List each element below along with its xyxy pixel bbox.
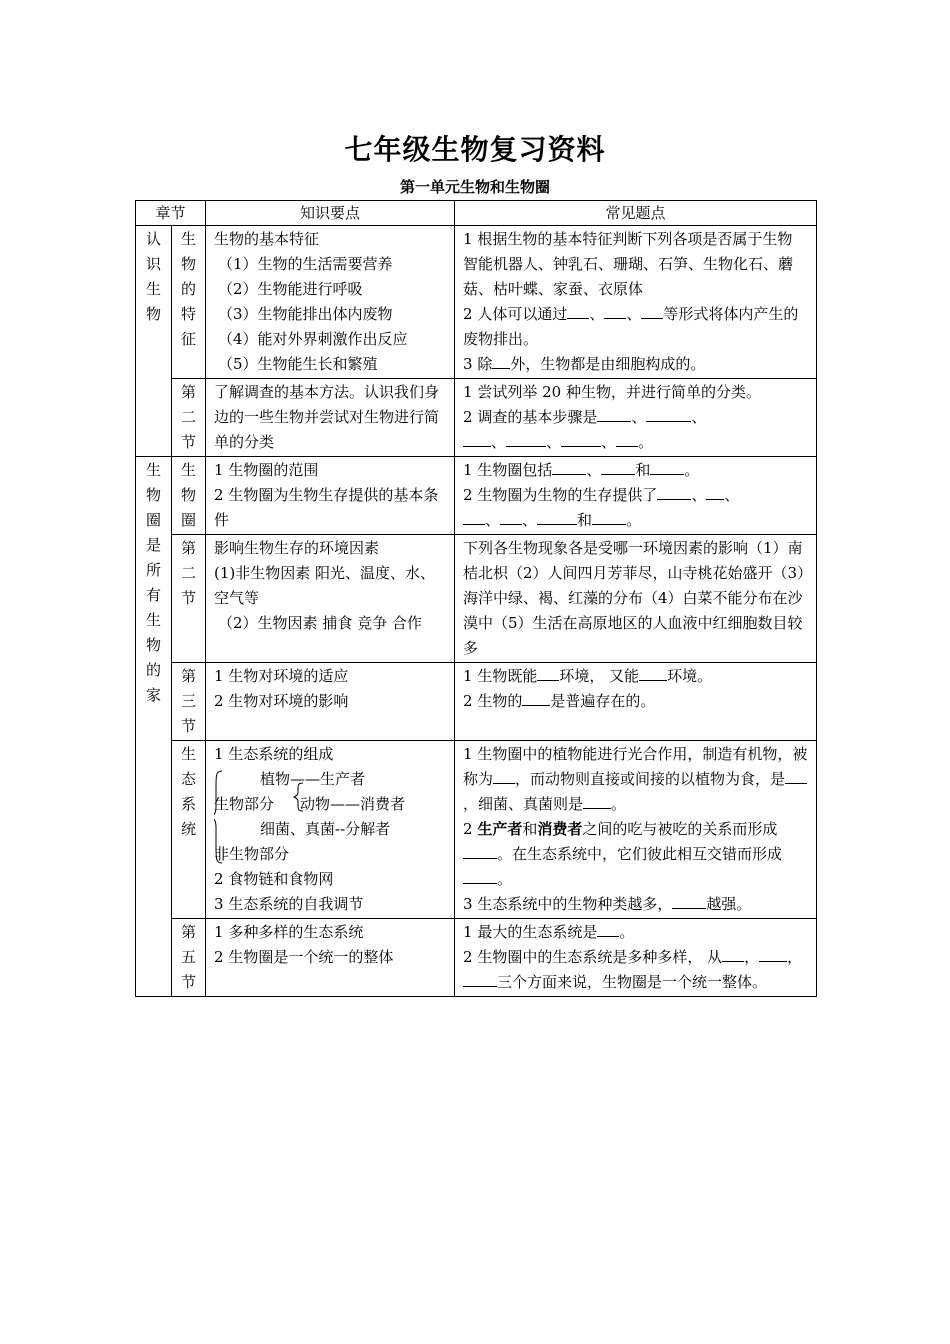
table-row — [136, 919, 817, 997]
section-char: 生 — [181, 230, 197, 248]
knowledge-line: 生物的基本特征 — [214, 230, 320, 248]
knowledge-line: 2 生物圈是一个统一的整体 — [214, 948, 394, 966]
answer-blank[interactable] — [583, 792, 611, 809]
section-cell — [172, 663, 206, 741]
chapter-char: 的 — [145, 661, 161, 679]
section-char: 二 — [181, 564, 197, 582]
answer-blank[interactable] — [706, 483, 724, 500]
question-text: 1 生物圈包括 、 和 。 — [463, 458, 808, 483]
answer-blank[interactable] — [639, 664, 667, 681]
section-char: 圈 — [181, 511, 197, 529]
answer-blank[interactable] — [722, 945, 744, 962]
knowledge-cell — [206, 535, 455, 663]
ecosystem-diagram — [214, 767, 446, 867]
section-cell — [172, 379, 206, 457]
knowledge-line: （2）生物能进行呼吸 — [218, 280, 363, 298]
knowledge-cell: 了解调查的基本方法。认识我们身边的一些生物并尝试对生物进行简单的分类 — [206, 379, 455, 457]
table-row — [136, 226, 817, 379]
answer-blank[interactable] — [492, 352, 510, 369]
answer-blank[interactable] — [597, 920, 619, 937]
question-text: 1 尝试列举 20 种生物，并进行简单的分类。 — [463, 383, 761, 401]
knowledge-line: 1 生物对环境的适应 — [214, 667, 349, 685]
ecosystem-producer: 植物——生产者 — [260, 770, 366, 788]
answer-blank[interactable] — [567, 302, 589, 319]
chapter-char: 有 — [145, 586, 161, 604]
answer-blank[interactable] — [493, 767, 515, 784]
question-cell: 下列各生物现象各是受哪一环境因素的影响（1）南桔北枳（2）人间四月芳菲尽，山寺桃花始盛开（3）海洋中绿、褐、红藻的分布（4）白菜不能分布在沙漠中（5）生活在高原地区的人血液中红细胞数目较多 — [455, 535, 817, 663]
answer-blank[interactable] — [552, 458, 586, 475]
section-cell — [172, 741, 206, 919]
answer-blank[interactable] — [597, 405, 631, 422]
section-char: 物 — [181, 255, 197, 273]
answer-blank[interactable] — [616, 430, 638, 447]
section-cell — [172, 535, 206, 663]
answer-blank[interactable] — [592, 508, 626, 525]
knowledge-cell — [206, 919, 455, 997]
chapter-char: 圈 — [145, 511, 161, 529]
section-char: 的 — [181, 280, 197, 298]
section-char: 第 — [181, 539, 197, 557]
question-text: 2 调查的基本步骤是 、 、 — [463, 405, 808, 430]
knowledge-cell — [206, 663, 455, 741]
chapter-char: 家 — [145, 686, 161, 704]
section-char: 节 — [181, 717, 197, 735]
knowledge-line: （4）能对外界刺激作出反应 — [218, 330, 408, 348]
answer-blank[interactable] — [463, 867, 497, 884]
page-title: 七年级生物复习资料 — [344, 133, 606, 166]
section-char: 节 — [181, 589, 197, 607]
chapter-1-cell — [136, 226, 172, 457]
knowledge-line: 1 生物圈的范围 — [214, 461, 319, 479]
answer-blank[interactable] — [604, 302, 626, 319]
knowledge-line: 影响生物生存的环境因素 — [214, 539, 380, 557]
answer-blank[interactable] — [463, 842, 497, 859]
question-cell — [455, 457, 817, 535]
knowledge-line: （1）生物的生活需要营养 — [218, 255, 393, 273]
answer-blank[interactable] — [672, 892, 706, 909]
section-char: 第 — [181, 667, 197, 685]
knowledge-line: 2 生物对环境的影响 — [214, 692, 349, 710]
section-char: 第 — [181, 923, 197, 941]
table-row — [136, 741, 817, 919]
chapter-char: 物 — [145, 305, 161, 323]
knowledge-line: 2 生物圈为生物生存提供的基本条件 — [214, 486, 439, 529]
section-cell — [172, 919, 206, 997]
question-text: 1 最大的生态系统是 。 — [463, 920, 808, 945]
answer-blank[interactable] — [601, 458, 635, 475]
answer-blank[interactable] — [522, 689, 550, 706]
knowledge-line: （3）生物能排出体内废物 — [218, 305, 393, 323]
ecosystem-biotic: 生物部分 — [214, 795, 275, 813]
knowledge-line: （5）生物能生长和繁殖 — [218, 355, 378, 373]
question-cell — [455, 663, 817, 741]
section-cell — [172, 457, 206, 535]
section-cell — [172, 226, 206, 379]
header-questions: 常见题点 — [455, 201, 817, 226]
question-text: 3 生态系统中的生物种类越多， 越强。 — [463, 892, 808, 917]
ecosystem-consumer: 动物——消费者 — [300, 795, 406, 813]
knowledge-line: 2 食物链和食物网 — [214, 870, 334, 888]
answer-blank[interactable] — [463, 508, 485, 525]
section-char: 物 — [181, 486, 197, 504]
answer-blank[interactable] — [463, 430, 491, 447]
question-text: 3 除 外，生物都是由细胞构成的。 — [463, 352, 808, 377]
answer-blank[interactable] — [463, 970, 497, 987]
answer-blank[interactable] — [646, 405, 691, 422]
section-char: 生 — [181, 461, 197, 479]
chapter-char: 物 — [145, 486, 161, 504]
header-chapter: 章节 — [136, 201, 206, 226]
section-char: 态 — [181, 770, 197, 788]
chapter-char: 生 — [145, 280, 161, 298]
question-cell — [455, 919, 817, 997]
ecosystem-abiotic: 非生物部分 — [214, 845, 290, 863]
chapter-char: 识 — [145, 255, 161, 273]
question-text: 2 生产者和消费者之间的吃与被吃的关系而形成。在生态系统中，它们彼此相互交错而形成。 — [463, 820, 783, 888]
answer-blank[interactable] — [759, 945, 787, 962]
chapter-char: 物 — [145, 636, 161, 654]
knowledge-cell — [206, 226, 455, 379]
section-char: 三 — [181, 692, 197, 710]
chapter-char: 是 — [145, 536, 161, 554]
question-text: 1 生物圈中的植物能进行光合作用，制造有机物，被称为 ，而动物则直接或间接的以植物为食，是，细菌、真菌则是 。 — [463, 745, 808, 813]
answer-blank[interactable] — [500, 508, 522, 525]
question-text: 1 根据生物的基本特征判断下列各项是否属于生物 智能机器人、钟乳石、珊瑚、石笋、生物化石、蘑菇、枯叶蝶、家蚕、衣原体 — [463, 230, 794, 298]
question-text: 2 生物的 是普遍存在的。 — [463, 689, 808, 714]
section-char: 征 — [181, 330, 197, 348]
chapter-2-cell — [136, 457, 172, 997]
table-row — [136, 535, 817, 663]
knowledge-line: （2）生物因素 捕食 竞争 合作 — [218, 614, 422, 632]
question-text: 2 生物圈为生物的生存提供了 、 、 — [463, 483, 808, 508]
header-row — [136, 201, 817, 226]
question-text: 、 、 和 。 — [463, 508, 808, 533]
answer-blank[interactable] — [506, 430, 546, 447]
section-char: 生 — [181, 745, 197, 763]
knowledge-cell — [206, 741, 455, 919]
knowledge-line: 3 生态系统的自我调节 — [214, 895, 364, 913]
section-char: 五 — [181, 948, 197, 966]
section-char: 节 — [181, 973, 197, 991]
table-row — [136, 457, 817, 535]
answer-blank[interactable] — [537, 508, 577, 525]
answer-blank[interactable] — [537, 664, 559, 681]
question-text: 、 、 、 。 — [463, 430, 808, 455]
knowledge-cell — [206, 457, 455, 535]
section-char: 系 — [181, 795, 197, 813]
chapter-char: 认 — [145, 230, 161, 248]
chapter-char: 生 — [145, 611, 161, 629]
answer-blank[interactable] — [657, 483, 691, 500]
question-cell — [455, 741, 817, 919]
answer-blank[interactable] — [561, 430, 601, 447]
table-row — [136, 663, 817, 741]
unit-subtitle: 第一单元生物和生物圈 — [399, 178, 550, 196]
knowledge-line: 1 多种多样的生态系统 — [214, 923, 364, 941]
question-text: 2 人体可以通过 、 、 等形式将体内产生的废物排出。 — [463, 302, 808, 352]
chapter-char: 所 — [145, 561, 161, 579]
answer-blank[interactable] — [650, 458, 684, 475]
question-text: 2 生物圈中的生态系统是多种多样， 从 ， ，三个方面来说，生物圈是一个统一整体。 — [463, 945, 808, 995]
knowledge-line: (1)非生物因素 阳光、温度、水、空气等 — [214, 564, 436, 607]
section-char: 统 — [181, 820, 197, 838]
header-knowledge: 知识要点 — [206, 201, 455, 226]
ecosystem-decomposer: 细菌、真菌--分解者 — [260, 820, 391, 838]
knowledge-line: 1 生态系统的组成 — [214, 745, 334, 763]
table-row — [136, 379, 817, 457]
section-char: 二 — [181, 408, 197, 426]
section-char: 特 — [181, 305, 197, 323]
review-table — [135, 200, 817, 997]
question-cell — [455, 226, 817, 379]
question-cell — [455, 379, 817, 457]
answer-blank[interactable] — [785, 767, 807, 784]
question-text: 1 生物既能 环境， 又能 环境。 — [463, 664, 808, 689]
chapter-char: 生 — [145, 461, 161, 479]
section-char: 第 — [181, 383, 197, 401]
answer-blank[interactable] — [641, 302, 663, 319]
section-char: 节 — [181, 433, 197, 451]
